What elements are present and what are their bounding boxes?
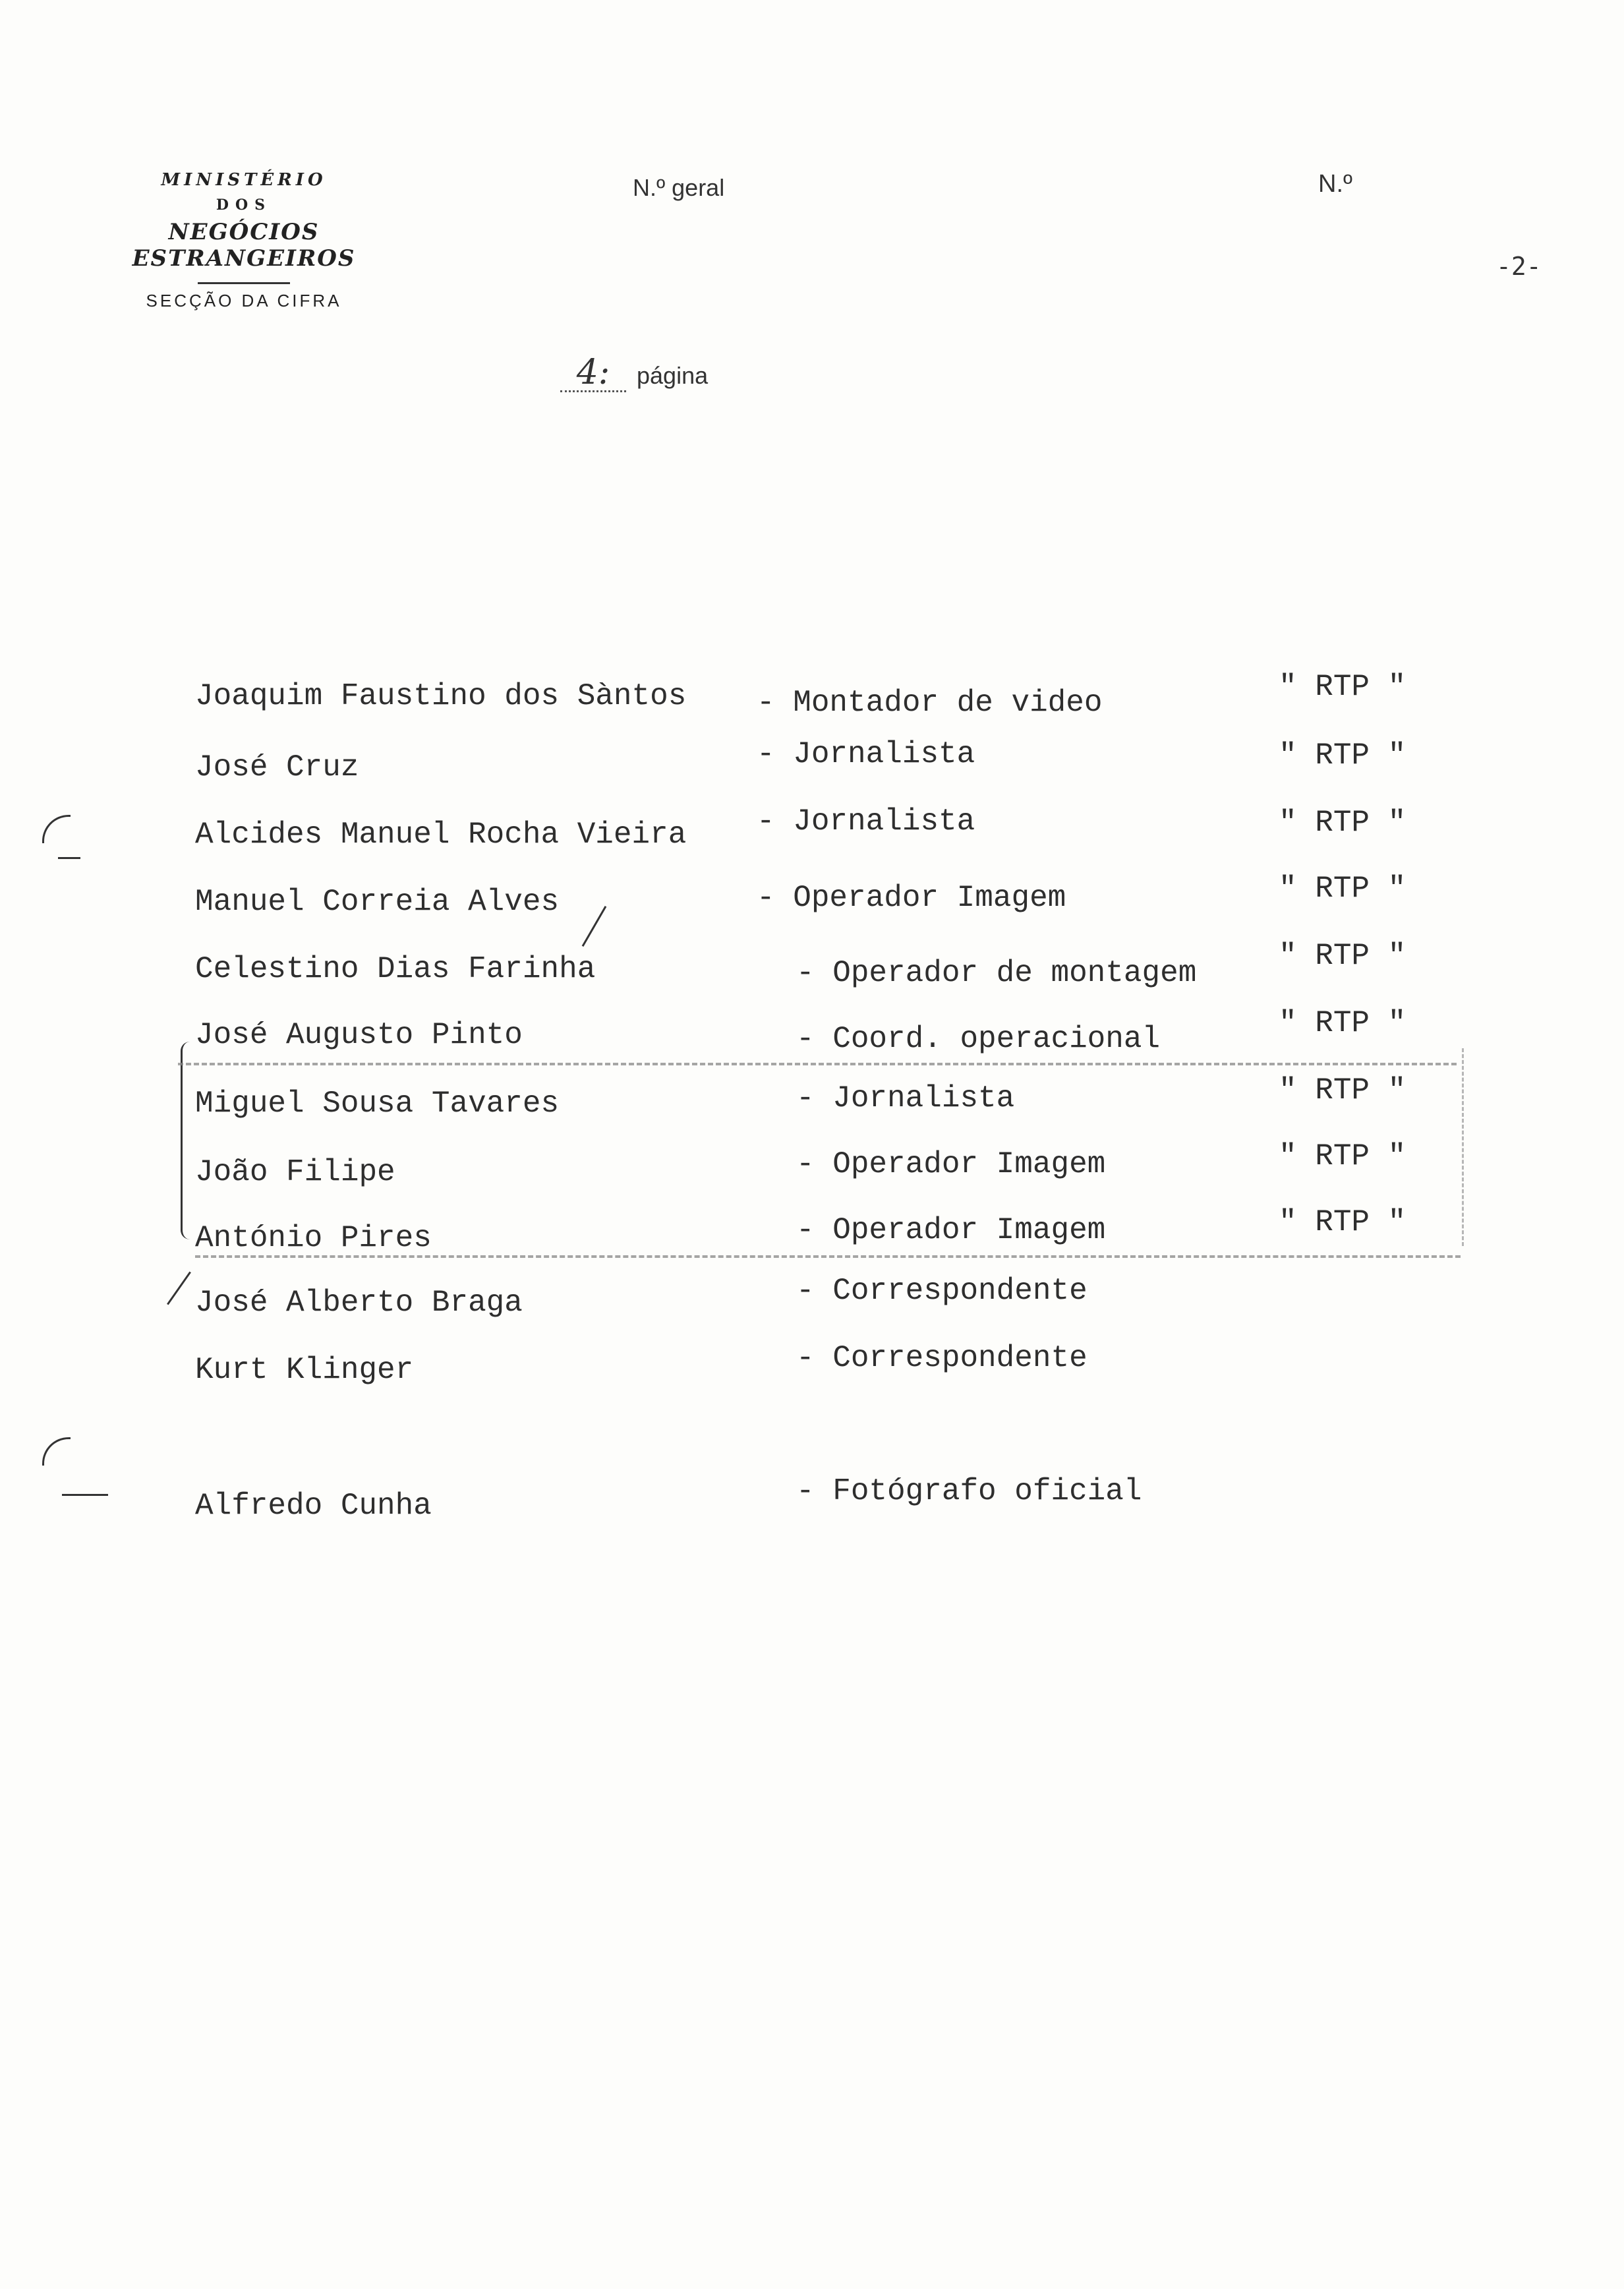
dashed-box-top: [178, 1063, 1457, 1065]
entry-name: José Cruz: [195, 750, 359, 785]
entry-name: Joaquim Faustino dos Sàntos: [195, 679, 687, 713]
entry-name: Manuel Correia Alves: [195, 885, 560, 919]
entry-role: - Jornalista: [796, 1081, 1015, 1115]
entry-org: " RTP ": [1279, 1205, 1406, 1239]
ministry-line-3: NEGÓCIOS ESTRANGEIROS: [132, 219, 356, 272]
entry-role: - Jornalista: [757, 804, 975, 839]
entry-org: " RTP ": [1279, 738, 1406, 773]
n-label: N.º: [1318, 170, 1352, 198]
entry-name: António Pires: [195, 1221, 432, 1255]
entry-role: - Jornalista: [757, 737, 975, 771]
entry-org: " RTP ": [1279, 806, 1406, 840]
entry-role: - Operador Imagem: [757, 881, 1066, 915]
ministry-line-2: DOS: [216, 196, 272, 214]
page-mark: -2-: [1496, 252, 1542, 281]
entry-role: - Operador Imagem: [796, 1147, 1106, 1181]
entry-org: " RTP ": [1279, 872, 1406, 906]
page-label: página: [637, 362, 709, 389]
entry-name: Alfredo Cunha: [195, 1489, 432, 1523]
entry-org: " RTP ": [1279, 1139, 1406, 1174]
entry-org: " RTP ": [1279, 939, 1406, 973]
entry-name: Kurt Klinger: [195, 1353, 414, 1387]
entry-name: José Alberto Braga: [195, 1286, 523, 1320]
entry-name: Miguel Sousa Tavares: [195, 1086, 560, 1121]
entry-org: " RTP ": [1279, 670, 1406, 704]
margin-dash: [62, 1494, 108, 1496]
page-number-handwritten: 4:: [560, 355, 626, 392]
entry-name: João Filipe: [195, 1155, 395, 1189]
dashed-box-side: [1462, 1048, 1464, 1246]
n-geral-label: N.º geral: [633, 174, 725, 201]
ministry-line-1: MINISTÉRIO: [161, 170, 327, 190]
entry-role: - Correspondente: [796, 1274, 1088, 1308]
margin-dash: [58, 857, 80, 859]
entry-name: José Augusto Pinto: [195, 1018, 523, 1052]
entry-name: Alcides Manuel Rocha Vieira: [195, 818, 687, 852]
entry-role: - Fotógrafo oficial: [796, 1474, 1142, 1508]
entry-org: " RTP ": [1279, 1073, 1406, 1108]
entry-org: " RTP ": [1279, 1006, 1406, 1040]
entry-role: - Operador de montagem: [796, 956, 1197, 990]
entry-role: - Coord. operacional: [796, 1022, 1161, 1056]
hand-drawn-bracket: [181, 1042, 197, 1239]
entry-role: - Operador Imagem: [796, 1213, 1106, 1247]
section-name: SECÇÃO DA CIFRA: [146, 291, 342, 311]
entry-name: Celestino Dias Farinha: [195, 952, 596, 986]
entry-role: - Correspondente: [796, 1341, 1088, 1375]
entry-role: - Montador de video: [757, 686, 1103, 720]
dashed-box-bottom: [195, 1255, 1461, 1258]
